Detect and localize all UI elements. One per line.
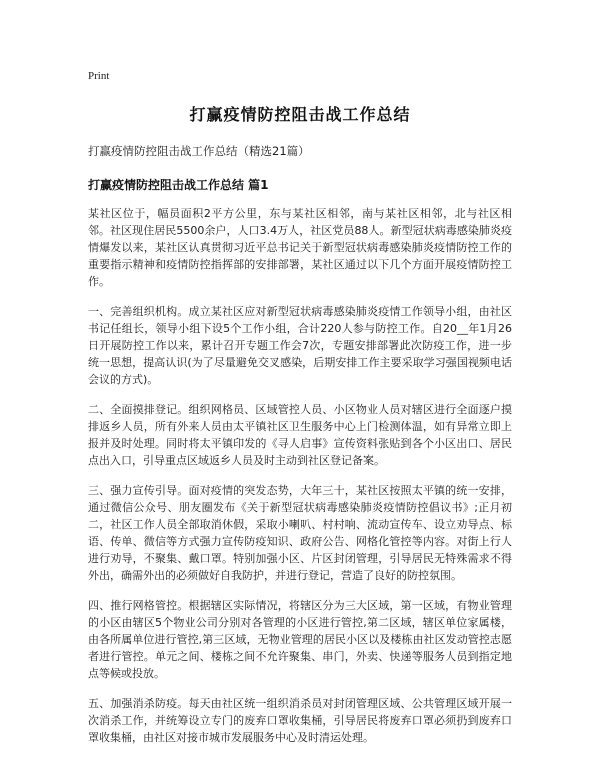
paragraph-organization: 一、完善组织机构。成立某社区应对新型冠状病毒感染肺炎疫情工作领导小组，由社区书记任组长，领导小组下设5个工作小组，合计220人参与防控工作。自20__年1月26日开展防控工作以来，累计召开专题工作会7次，专题安排部署此次防疫工作，进一步统一思想，提高认识(为了尽量避免交叉感染，后期安排工作主要采取学习强国视频电话会议的方式)。 [88, 305, 512, 386]
paragraph-registration: 二、全面摸排登记。组织网格员、区域管控人员、小区物业人员对辖区进行全面逐户摸排返乡人员，所有外来人员由太平镇社区卫生服务中心上门检测体温，如有异常立即上报并及时处理。同时将太平镇印发的《寻人启事》宣传资料张贴到各个小区出口、居民点出入口，引导重点区域返乡人员及时主动到社区登记备案。 [88, 403, 512, 467]
document-title: 打赢疫情防控阻击战工作总结 [189, 105, 411, 124]
paragraph-grid-control: 四、推行网格管控。根据辖区实际情况，将辖区分为三大区域，第一区域，有物业管理的小区由辖区5个物业公司分别对各管理的小区进行管控,第二区域，辖区单位家属楼，由各所属单位进行管控,第三区域，无物业管理的居民小区以及楼栋由社区发动管控志愿者进行管控。单元之间、楼栋之间不允许聚集、串门，外卖、快递等服务人员到指定地点等候或投放。 [88, 599, 512, 680]
document-subtitle: 打赢疫情防控阻击战工作总结（精选21篇） [88, 144, 310, 158]
section-heading: 打赢疫情防控阻击战工作总结 篇1 [88, 178, 269, 192]
paragraph-intro: 某社区位于，幅员面积2平方公里，东与某社区相邻，南与某社区相邻，北与社区相邻。社区现住居民5500余户，人口3.4万人，社区党员88人。新型冠状病毒感染肺炎疫情爆发以来，某社区认真贯彻习近平总书记关于新型冠状病毒感染肺炎疫情防控工作的重要指示精神和疫情防控指挥部的安排部署，某社区通过以下几个方面开展疫情防控工作。 [88, 207, 512, 288]
paragraph-publicity: 三、强力宣传引导。面对疫情的突发态势，大年三十，某社区按照太平镇的统一安排，通过微信公众号、朋友圈发布《关于新型冠状病毒感染肺炎疫情防控倡议书》;正月初二，社区工作人员全部取消休假，采取小喇叭、村村响、流动宣传车、设立劝导点、标语、传单、微信等方式强力宣传防疫知识、政府公告、网格化管控等内容。对街上行人进行劝导，不聚集、戴口罩。特别加强小区、片区封闭管理，引导居民无特殊需求不得外出，确需外出的必须做好自我防护，并进行登记，营造了良好的防控氛围。 [88, 484, 512, 582]
print-link[interactable]: Print [88, 70, 110, 82]
paragraph-disinfection: 五、加强消杀防疫。每天由社区统一组织消杀员对封闭管理区域、公共管理区域开展一次消杀工作，并统筹设立专门的废弃口罩收集桶，引导居民将废弃口罩必须扔到废弃口罩收集桶，由社区对接市城市发展服务中心及时清运处理。 [88, 697, 512, 744]
